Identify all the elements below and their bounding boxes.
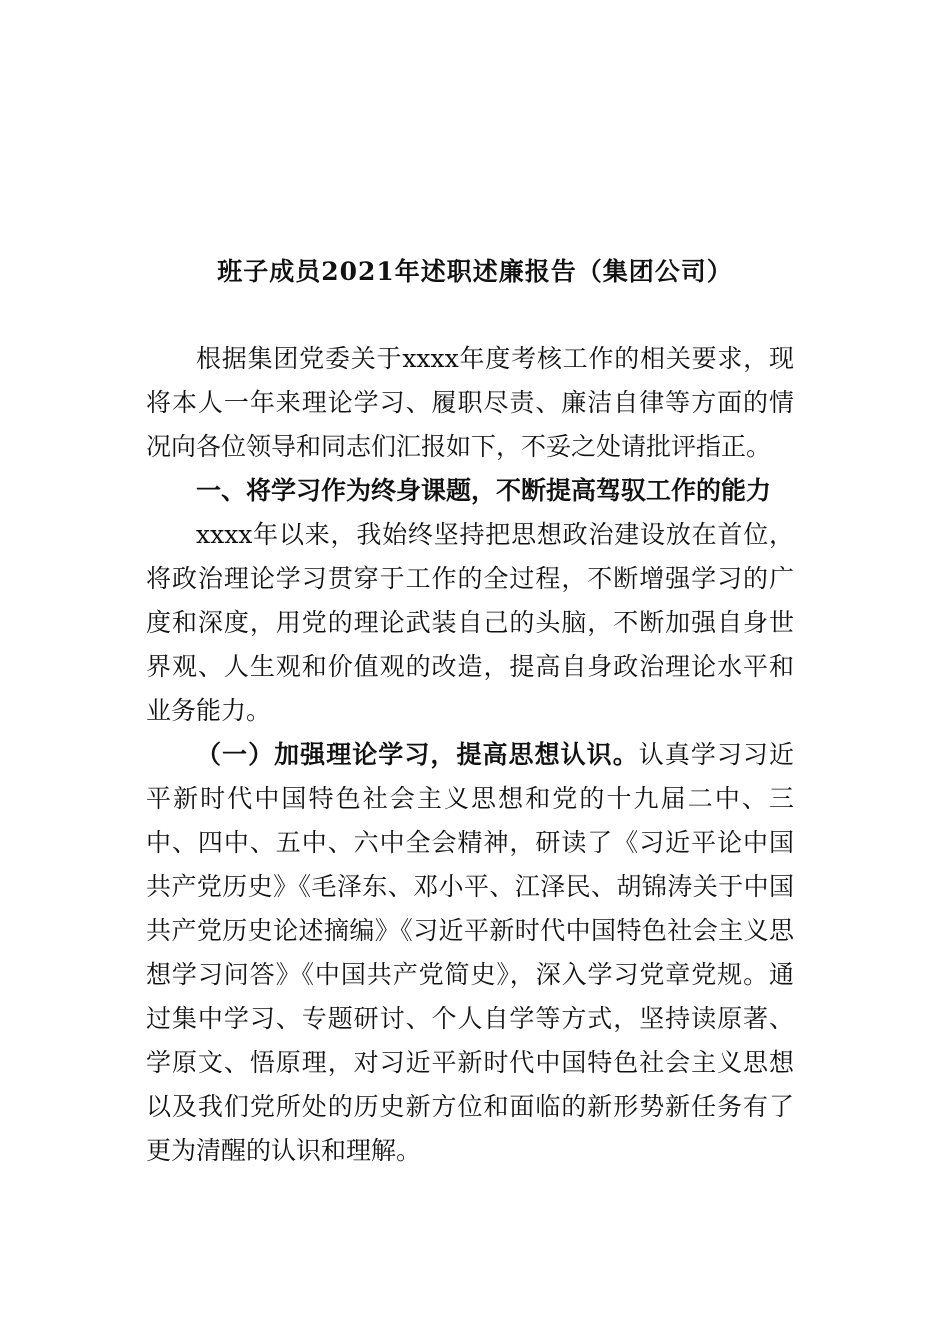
subsection-1-text: 认真学习习近平新时代中国特色社会主义思想和党的十九届二中、三中、四中、五中、六中全会精神，研读了《习近平论中国共产党历史》《毛泽东、邓小平、江泽民、胡锦涛关于中国共产党历史论述摘编》《习近平新时代中国特色社会主义思想学习问答》《中国共产党简史》，深入学习党章党规。通过集中学习、专题研讨、个人自学等方式，坚持读原著、学原文、悟原理，对习近平新时代中国特色社会主义思想以及我们党所处的历史新方位和面临的新形势新任务有了更为清醒的认识和理解。 [146,740,794,1165]
intro-paragraph [146,337,794,469]
section-heading-1: 一、将学习作为终身课题，不断提高驾驭工作的能力 [196,476,772,505]
intro-paragraph-text: 根据集团党委关于xxxx年度考核工作的相关要求，现将本人一年来理论学习、履职尽责、廉洁自律等方面的情况向各位领导和同志们汇报如下，不妥之处请批评指正。 [146,344,794,461]
section-1-paragraph [146,513,794,733]
document-body [146,337,794,1173]
document-title: 班子成员2021年述职述廉报告（集团公司） [217,257,733,286]
subsection-1-lead: （一）加强理论学习，提高思想认识。 [196,740,639,769]
section-1-paragraph-text: xxxx年以来，我始终坚持把思想政治建设放在首位，将政治理论学习贯穿于工作的全过程，不断增强学习的广度和深度，用党的理论武装自己的头脑，不断加强自身世界观、人生观和价值观的改造，提高自身政治理论水平和业务能力。 [146,520,794,725]
subsection-1-paragraph [146,733,794,1173]
